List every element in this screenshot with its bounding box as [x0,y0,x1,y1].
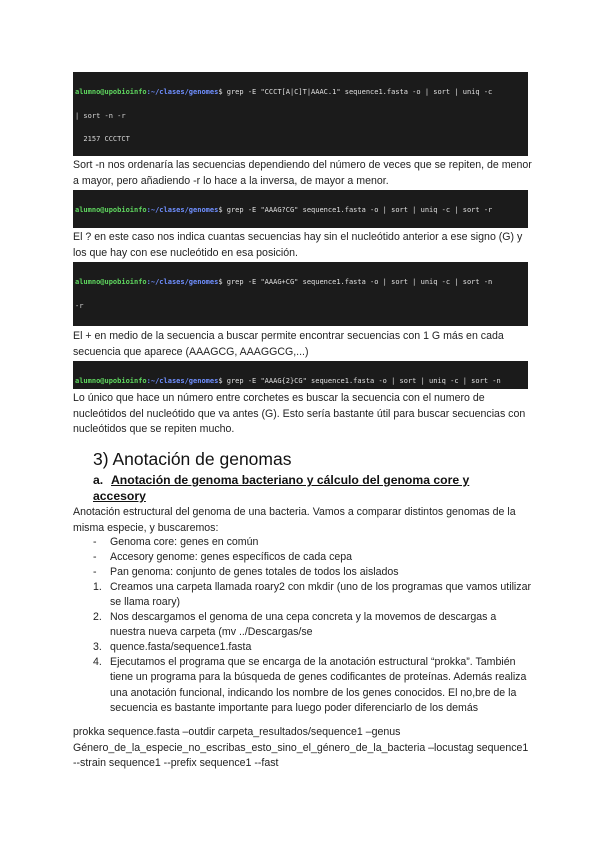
paragraph-braces: Lo único que hace un número entre corchetes es buscar la secuencia con el numero de nucleótidos del nucleótido que va antes (G). Esto sería bastante útil para buscar secuencias con nucleótidos que se repiten mucho. [73,392,526,436]
step-text: quence.fasta/sequence1.fasta [110,641,252,653]
step-text: Creamos una carpeta llamada roary2 con mkdir (uno de los programas que vamos utilizar se llama roary) [110,581,532,609]
step-text: Nos descargamos el genoma de una cepa concreta y la movemos de descargas a nuestra nueva carpeta (mv ../Descargas/se [110,611,497,639]
step-number: 4. [93,656,102,668]
terminal-line: | sort -n -r [75,111,126,120]
bullet-marker: - [93,536,97,548]
terminal-screenshot-3 [73,262,528,326]
numbered-step [93,580,533,611]
terminal-line: -r [75,301,84,310]
step-number: 2. [93,611,102,623]
terminal-command: $ grep -E "CCCT[A|C]T|AAAC.1" sequence1.fasta -o | sort | uniq -c [218,87,493,96]
intro-paragraph: Anotación estructural del genoma de una bacteria. Vamos a comparar distintos genomas de la misma especie, y buscaremos: [73,506,516,534]
section-title: 3) Anotación de genomas [93,449,292,469]
terminal-path: :~/clases/genomes [146,277,219,286]
terminal-path: :~/clases/genomes [146,87,219,96]
terminal-screenshot-4 [73,361,528,389]
terminal-user: alumno@upobioinfo [75,376,147,385]
terminal-user: alumno@upobioinfo [75,277,147,286]
terminal-path: :~/clases/genomes [146,376,219,385]
step-number: 3. [93,641,102,653]
prokka-command: prokka sequence.fasta –outdir carpeta_resultados/sequence1 –genus Género_de_la_especie_no_escribas_esto_sino_el_género_de_la_bacteria –locustag sequence1 --strain sequence1 --prefix sequence1 --fast [73,726,529,770]
subsection-heading [93,472,513,504]
numbered-step [93,640,533,655]
terminal-line: 2157 CCCTCT [75,135,130,144]
subsection-title: Anotación de genoma bacteriano y cálculo del genoma core y accesory [93,473,470,503]
terminal-screenshot-1 [73,72,528,156]
numbered-step [93,610,533,641]
numbered-step [93,655,533,716]
paragraph-plus: El + en medio de la secuencia a buscar permite encontrar secuencias con 1 G más en cada secuencia que aparece (AAAGCG, AAAGGCG,...) [73,330,504,358]
terminal-screenshot-2 [73,190,528,228]
bullet-text: Pan genoma: conjunto de genes totales de todos los aislados [110,566,399,578]
paragraph-question-mark: El ? en este caso nos indica cuantas secuencias hay sin el nucleótido anterior a ese signo (G) y los que hay con ese nucleótido en esa posición. [73,231,523,259]
bullet-text: Accesory genome: genes específicos de cada cepa [110,551,353,563]
paragraph-sort: Sort -n nos ordenaría las secuencias dependiendo del número de veces que se repiten, de menor a mayor, pero añadiendo -r lo hace a la inversa, de mayor a menor. [73,159,532,187]
bullet-text: Genoma core: genes en común [110,536,259,548]
bullet-marker: - [93,551,97,563]
step-text: Ejecutamos el programa que se encarga de la anotación estructural “prokka”. También tiene un programa para la búsqueda de genes codificantes de proteínas. Además realiza una anotación funcional, indicando los nombre de los genes conocidos. El no,bre de la secuencia es bastante importante para luego poder diferenciarlo de los demás [110,656,527,714]
subsection-label: a. [93,473,104,487]
bullet-marker: - [93,566,97,578]
terminal-user: alumno@upobioinfo [75,205,147,214]
terminal-user: alumno@upobioinfo [75,87,147,96]
step-number: 1. [93,581,102,593]
terminal-path: :~/clases/genomes [146,205,219,214]
terminal-command: $ grep -E "AAAG?CG" sequence1.fasta -o | sort | uniq -c | sort -r [218,205,493,214]
terminal-command: $ grep -E "AAAG+CG" sequence1.fasta -o | sort | uniq -c | sort -n [218,277,493,286]
terminal-command: $ grep -E "AAAG{2}CG" sequence1.fasta -o | sort | uniq -c | sort -n [218,376,501,385]
